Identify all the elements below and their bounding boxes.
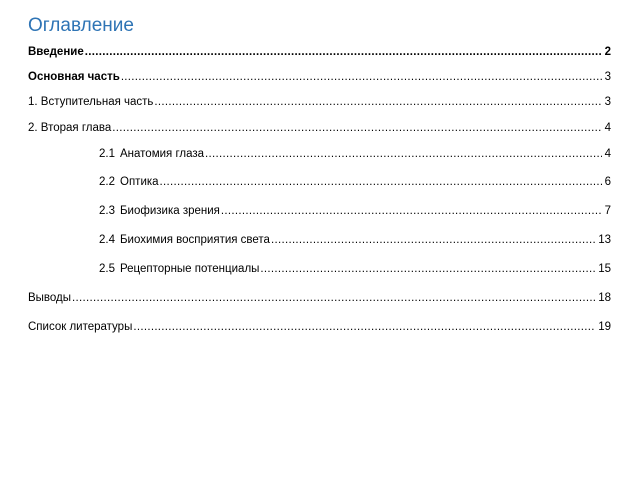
toc-leader-dots: [160, 175, 602, 189]
toc-leader-dots: [154, 95, 601, 109]
toc-entry-2-3[interactable]: [99, 204, 611, 218]
toc-entry-number: 2.5: [99, 263, 115, 275]
toc-entry-label: 1. Вступительная часть: [28, 96, 154, 108]
toc-entry-label: Оптика: [120, 176, 159, 188]
toc-title: Оглавление: [28, 15, 134, 36]
toc-entry-label: Основная часть: [28, 71, 120, 83]
toc-entry-label: Список литературы: [28, 321, 133, 333]
toc-entry-references[interactable]: [28, 320, 611, 334]
toc-leader-dots: [133, 320, 595, 334]
toc-entry-2-1[interactable]: [99, 147, 611, 161]
toc-page-number: 3: [604, 96, 611, 108]
toc-entry-number: 2.2: [99, 176, 115, 188]
toc-entry-label: Анатомия глаза: [120, 148, 205, 160]
toc-page-number: 6: [604, 176, 611, 188]
toc-leader-dots: [221, 204, 602, 218]
toc-entry-number: 2.1: [99, 148, 115, 160]
toc-leader-dots: [260, 262, 595, 276]
toc-entry-introduction[interactable]: [28, 45, 611, 59]
toc-page-number: 3: [604, 71, 611, 83]
toc-entry-number: 2.3: [99, 205, 115, 217]
toc-entry-label: Рецепторные потенциалы: [120, 263, 260, 275]
toc-leader-dots: [85, 45, 602, 59]
toc-page-number: 15: [598, 263, 611, 275]
toc-leader-dots: [121, 70, 602, 84]
toc-page-number: 4: [604, 122, 611, 134]
toc-entry-2-2[interactable]: [99, 175, 611, 189]
toc-entry-2-4[interactable]: [99, 233, 611, 247]
toc-leader-dots: [205, 147, 602, 161]
toc-leader-dots: [72, 291, 595, 305]
toc-entry-second-chapter[interactable]: [28, 121, 611, 135]
toc-page-number: 18: [598, 292, 611, 304]
toc-entry-label: Биофизика зрения: [120, 205, 220, 217]
toc-entry-label: Биохимия восприятия света: [120, 234, 270, 246]
toc-entry-main-part[interactable]: [28, 70, 611, 84]
toc-entry-label: 2. Вторая глава: [28, 122, 112, 134]
toc-leader-dots: [271, 233, 595, 247]
toc-entry-2-5[interactable]: [99, 262, 611, 276]
toc-leader-dots: [112, 121, 601, 135]
toc-entry-number: 2.4: [99, 234, 115, 246]
toc-entry-intro-part[interactable]: [28, 95, 611, 109]
toc-page-number: 19: [598, 321, 611, 333]
toc-page-number: 2: [604, 46, 611, 58]
toc-entry-conclusions[interactable]: [28, 291, 611, 305]
toc-entry-label: Выводы: [28, 292, 72, 304]
toc-page-number: 13: [598, 234, 611, 246]
toc-entry-label: Введение: [28, 46, 84, 58]
toc-page-number: 7: [604, 205, 611, 217]
toc-page-number: 4: [604, 148, 611, 160]
